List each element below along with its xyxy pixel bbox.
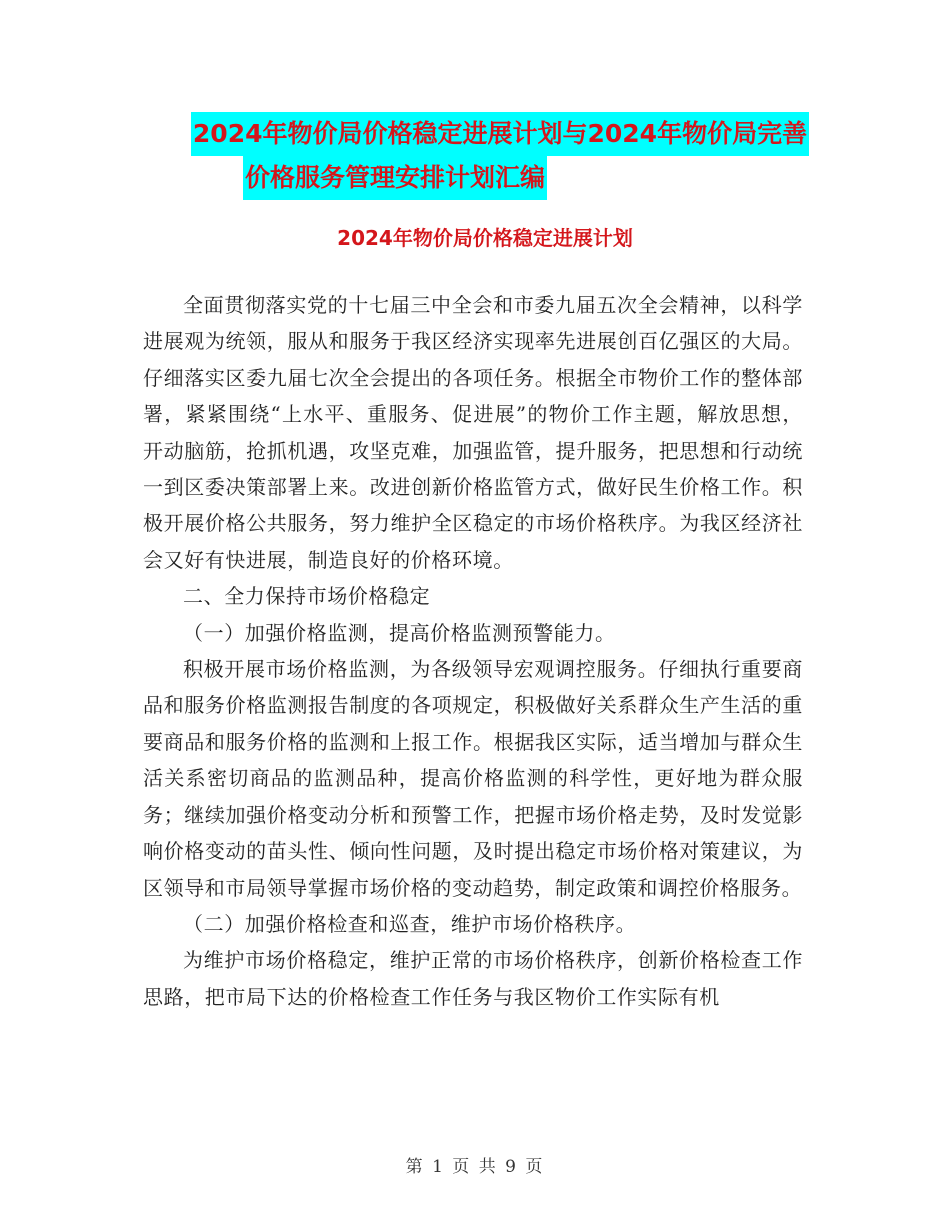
page-footer: 第 1 页 共 9 页: [405, 1157, 545, 1177]
section-title: 2024年物价局价格稳定进展计划: [337, 226, 633, 250]
document-body: [143, 287, 803, 1015]
heading-section-2: 二、全力保持市场价格稳定: [183, 584, 431, 609]
subheading-2: （二）加强价格检查和巡查，维护市场价格秩序。: [183, 911, 637, 936]
subheading-1: （一）加强价格监测，提高价格监测预警能力。: [183, 620, 616, 645]
document-title-line-2: 价格服务管理安排计划汇编: [243, 156, 547, 200]
paragraph-inspection: 为维护市场价格稳定，维护正常的市场价格秩序，创新价格检查工作思路，把市局下达的价格检查工作任务与我区物价工作实际有机: [143, 948, 803, 1009]
paragraph-monitoring: 积极开展市场价格监测，为各级领导宏观调控服务。仔细执行重要商品和服务价格监测报告制度的各项规定，积极做好关系群众生产生活的重要商品和服务价格的监测和上报工作。根据我区实际，适当增加与群众生活关系密切商品的监测品种，提高价格监测的科学性，更好地为群众服务；继续加强价格变动分析和预警工作，把握市场价格走势，及时发觉影响价格变动的苗头性、倾向性问题，及时提出稳定市场价格对策建议，为区领导和市局领导掌握市场价格的变动趋势，制定政策和调控价格服务。: [143, 657, 803, 900]
document-title: [0, 112, 950, 200]
document-title-line-1: 2024年物价局价格稳定进展计划与2024年物价局完善: [191, 112, 809, 156]
paragraph-intro: 全面贯彻落实党的十七届三中全会和市委九届五次全会精神，以科学进展观为统领，服从和服务于我区经济实现率先进展创百亿强区的大局。仔细落实区委九届七次全会提出的各项任务。根据全市物价工作的整体部署，紧紧围绕“上水平、重服务、促进展”的物价工作主题，解放思想，开动脑筋，抢抓机遇，攻坚克难，加强监管，提升服务，把思想和行动统一到区委决策部署上来。改进创新价格监管方式，做好民生价格工作。积极开展价格公共服务，努力维护全区稳定的市场价格秩序。为我区经济社会又好有快进展，制造良好的价格环境。: [143, 293, 803, 572]
